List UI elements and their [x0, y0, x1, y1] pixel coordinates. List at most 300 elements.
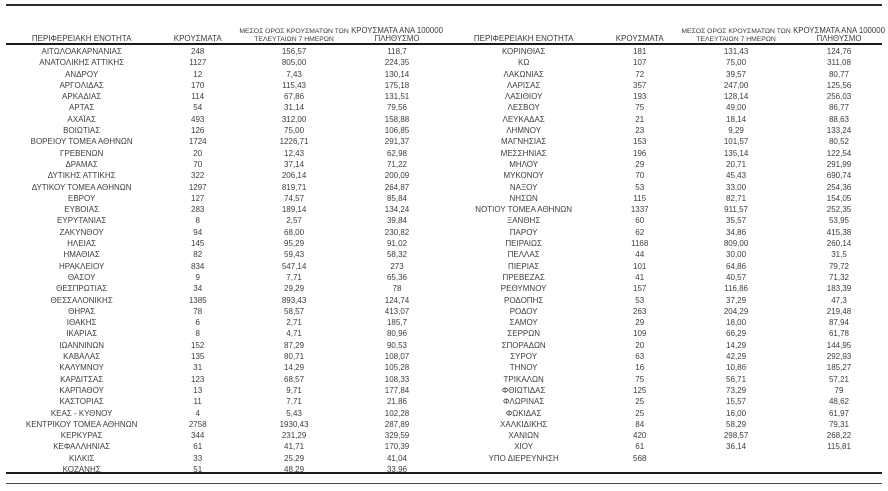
- cell-per-100k: 292,93: [826, 352, 852, 362]
- cell-7day-average: 116,86: [724, 284, 748, 294]
- table-row: [447, 159, 885, 170]
- table-row: [447, 261, 885, 272]
- cell-per-100k: 80,96: [386, 329, 408, 339]
- column-header-per-100k: ΚΡΟΥΣΜΑΤΑ ΑΝΑ 100000 ΠΛΗΘΥΣΜΟ: [351, 25, 443, 43]
- table-body-left: [5, 46, 443, 475]
- cell-cases: 33: [193, 453, 203, 463]
- cell-cases: 1297: [188, 182, 207, 192]
- cell-region: ΦΛΩΡΙΝΑΣ: [502, 397, 545, 407]
- cell-7day-average: 14,29: [726, 340, 747, 350]
- table-row: [5, 102, 443, 113]
- cell-cases: 153: [633, 137, 647, 147]
- table-row: [5, 136, 443, 147]
- table-row: [5, 238, 443, 249]
- cell-per-100k: 219,48: [826, 306, 852, 316]
- cell-cases: 61: [193, 442, 203, 452]
- column-header-7day-average: ΜΕΣΟΣ ΟΡΟΣ ΚΡΟΥΣΜΑΤΩΝ ΤΩΝ ΤΕΛΕΥΤΑΙΩΝ 7 ΗΜΕΡΩΝ: [239, 28, 349, 43]
- cell-region: ΑΝΑΤΟΛΙΚΗΣ ΑΤΤΙΚΗΣ: [39, 58, 125, 68]
- cell-7day-average: 189,14: [281, 205, 307, 215]
- cell-7day-average: 68,57: [284, 374, 305, 384]
- cell-per-100k: 90,53: [386, 340, 408, 350]
- cell-region: ΝΗΣΩΝ: [509, 193, 538, 203]
- cell-7day-average: 9,29: [728, 126, 744, 136]
- cell-cases: 51: [193, 464, 203, 474]
- cell-per-100k: 58,32: [386, 250, 408, 260]
- table-row: [5, 272, 443, 283]
- cell-per-100k: 41,04: [386, 453, 408, 463]
- cell-per-100k: 88,63: [828, 114, 850, 124]
- cell-cases: 135: [191, 352, 205, 362]
- cell-cases: 1168: [631, 239, 649, 249]
- table-row: [5, 69, 443, 80]
- cell-region: ΠΡΕΒΕΖΑΣ: [502, 272, 545, 282]
- cell-region: ΚΟΖΑΝΗΣ: [62, 464, 101, 474]
- cell-7day-average: 25,29: [284, 453, 305, 463]
- cell-cases: 54: [193, 103, 203, 113]
- table-row: [5, 408, 443, 419]
- cell-per-100k: 183,39: [826, 284, 852, 294]
- cell-cases: 16: [635, 363, 645, 373]
- cell-cases: 114: [191, 92, 205, 102]
- cell-cases: 53: [635, 295, 645, 305]
- cell-region: ΑΧΑΪΑΣ: [67, 114, 96, 124]
- cell-7day-average: 18,00: [726, 318, 747, 328]
- cell-per-100k: 185,27: [826, 363, 852, 373]
- cell-7day-average: 7,71: [286, 272, 302, 282]
- table-row: [447, 80, 885, 91]
- cell-7day-average: 809,00: [723, 239, 749, 249]
- cell-cases: 4: [195, 408, 200, 418]
- cell-cases: 41: [635, 272, 645, 282]
- cell-per-100k: 53,95: [828, 216, 850, 226]
- cell-region: ΘΕΣΠΡΩΤΙΑΣ: [56, 284, 108, 294]
- table-row: [447, 283, 885, 294]
- table-row: [5, 441, 443, 452]
- cell-region: ΚΕΑΣ - ΚΥΘΝΟΥ: [50, 408, 113, 418]
- cell-region: ΛΕΣΒΟΥ: [507, 103, 540, 113]
- cell-7day-average: 101,57: [723, 137, 749, 147]
- cell-7day-average: 75,00: [284, 126, 305, 136]
- cell-cases: 145: [191, 239, 205, 249]
- table-row: [5, 430, 443, 441]
- cell-per-100k: 79: [834, 385, 844, 395]
- cell-per-100k: 86,77: [828, 103, 850, 113]
- cell-region: ΚΕΡΚΥΡΑΣ: [60, 431, 103, 441]
- cell-cases: 127: [191, 193, 205, 203]
- cell-cases: 61: [635, 442, 645, 452]
- cell-7day-average: 42,29: [726, 352, 747, 362]
- table-row: [447, 193, 885, 204]
- cell-region: ΣΑΜΟΥ: [509, 318, 538, 328]
- cell-7day-average: 80,71: [284, 352, 305, 362]
- table-row: [5, 464, 443, 475]
- table-row: [447, 351, 885, 362]
- cell-per-100k: 57,21: [828, 374, 850, 384]
- cell-7day-average: 40,57: [726, 272, 747, 282]
- cell-region: ΚΕΦΑΛΛΗΝΙΑΣ: [53, 442, 111, 452]
- cell-region: ΘΕΣΣΑΛΟΝΙΚΗΣ: [50, 295, 113, 305]
- table-row: [5, 148, 443, 159]
- cell-region: ΕΒΡΟΥ: [67, 193, 96, 203]
- cell-per-100k: 291,37: [384, 137, 410, 147]
- cell-7day-average: 911,57: [724, 205, 748, 215]
- cell-7day-average: 29,29: [284, 284, 305, 294]
- cell-per-100k: 134,24: [384, 205, 410, 215]
- cell-per-100k: 106,85: [384, 126, 410, 136]
- table-row: [5, 46, 443, 57]
- cell-cases: 62: [635, 227, 645, 237]
- table-row: [5, 295, 443, 306]
- cell-cases: 31: [193, 363, 203, 373]
- table-row: [447, 362, 885, 373]
- cell-region: ΑΝΔΡΟΥ: [65, 69, 99, 79]
- cell-7day-average: 95,29: [284, 239, 305, 249]
- cell-per-100k: 47,3: [831, 295, 847, 305]
- cell-cases: 196: [633, 148, 647, 158]
- cell-per-100k: 291,99: [826, 159, 852, 169]
- table-row: [5, 340, 443, 351]
- table-row: [447, 385, 885, 396]
- cell-7day-average: 156,57: [281, 47, 307, 56]
- cell-cases: 170: [191, 80, 205, 90]
- table-row: [5, 125, 443, 136]
- table-row: [5, 419, 443, 430]
- table-row: [5, 215, 443, 226]
- cell-cases: 25: [635, 397, 645, 407]
- table-row: [5, 328, 443, 339]
- table-row: [447, 408, 885, 419]
- cell-region: ΚΙΛΚΙΣ: [68, 453, 95, 463]
- cell-per-100k: 78: [392, 284, 402, 294]
- cell-7day-average: 206,14: [281, 171, 307, 181]
- table-row: [5, 182, 443, 193]
- cell-per-100k: 65,36: [386, 272, 408, 282]
- column-header-region: ΠΕΡΙΦΕΡΕΙΑΚΗ ΕΝΟΤΗΤΑ: [31, 33, 132, 43]
- cell-7day-average: 20,71: [726, 159, 747, 169]
- table-row: [447, 102, 885, 113]
- cell-region: ΗΡΑΚΛΕΙΟΥ: [58, 261, 105, 271]
- cell-per-100k: 256,03: [826, 92, 852, 102]
- table-row: [5, 159, 443, 170]
- cell-cases: 101: [633, 261, 647, 271]
- cell-region: ΧΙΟΥ: [514, 442, 534, 452]
- cell-7day-average: 247,00: [723, 80, 749, 90]
- cell-per-100k: 102,28: [384, 408, 410, 418]
- cell-region: ΚΑΡΔΙΤΣΑΣ: [60, 374, 104, 384]
- cell-per-100k: 80,52: [828, 137, 850, 147]
- cell-per-100k: 124,74: [384, 295, 410, 305]
- cell-region: ΧΑΝΙΩΝ: [508, 431, 539, 441]
- column-header-region: ΠΕΡΙΦΕΡΕΙΑΚΗ ΕΝΟΤΗΤΑ: [473, 33, 574, 43]
- cell-per-100k: 61,78: [828, 329, 850, 339]
- cell-per-100k: 21,86: [386, 397, 408, 407]
- cell-cases: 6: [195, 318, 200, 328]
- cell-per-100k: 415,38: [826, 227, 852, 237]
- cell-region: ΙΚΑΡΙΑΣ: [66, 329, 98, 339]
- table-row: [447, 114, 885, 125]
- cell-per-100k: 85,84: [386, 193, 408, 203]
- table-row: [447, 374, 885, 385]
- regional-cases-table: [447, 5, 885, 464]
- cell-region: ΕΥΡΥΤΑΝΙΑΣ: [57, 216, 107, 226]
- cell-7day-average: 35,57: [726, 216, 747, 226]
- cell-7day-average: 231,29: [281, 431, 307, 441]
- cell-7day-average: 82,71: [726, 193, 747, 203]
- cell-7day-average: 204,29: [723, 306, 749, 316]
- cell-per-100k: 413,07: [384, 306, 410, 316]
- cell-per-100k: 108,33: [384, 374, 410, 384]
- cell-7day-average: 12,43: [284, 148, 305, 158]
- cell-cases: 157: [633, 284, 647, 294]
- cell-7day-average: 14,29: [284, 363, 305, 373]
- cell-region: ΠΕΙΡΑΙΩΣ: [505, 239, 542, 249]
- cell-cases: 1385: [188, 295, 207, 305]
- cell-7day-average: 45,43: [726, 171, 747, 181]
- cell-7day-average: 819,71: [281, 182, 307, 192]
- cell-cases: 12: [193, 69, 203, 79]
- table-row: [447, 125, 885, 136]
- cell-per-100k: 185,7: [386, 318, 408, 328]
- cell-region: ΚΩ: [517, 58, 530, 68]
- cell-cases: 84: [635, 419, 645, 429]
- table-header-row: [5, 5, 443, 46]
- regional-cases-table: [5, 5, 443, 475]
- cell-per-100k: 124,76: [826, 47, 852, 56]
- cell-region: ΚΑΒΑΛΑΣ: [63, 352, 101, 362]
- table-row: [5, 114, 443, 125]
- cell-region: ΚΑΡΠΑΘΟΥ: [59, 385, 104, 395]
- cell-region: ΣΥΡΟΥ: [510, 352, 538, 362]
- cell-region: ΛΑΚΩΝΙΑΣ: [503, 69, 544, 79]
- cell-7day-average: 5,43: [286, 408, 302, 418]
- cell-cases: 53: [635, 182, 645, 192]
- cell-region: ΝΟΤΙΟΥ ΤΟΜΕΑ ΑΘΗΝΩΝ: [475, 205, 572, 215]
- cell-cases: 8: [195, 329, 200, 339]
- cell-per-100k: 108,07: [384, 352, 410, 362]
- cell-per-100k: 264,87: [384, 182, 410, 192]
- cell-region: ΜΗΛΟΥ: [509, 159, 539, 169]
- cell-cases: 75: [635, 103, 645, 113]
- cell-7day-average: 56,71: [726, 374, 747, 384]
- cell-per-100k: 31,5: [831, 250, 847, 260]
- table-row: [5, 283, 443, 294]
- cell-region: ΑΡΤΑΣ: [69, 103, 95, 113]
- cell-cases: 248: [191, 47, 205, 56]
- cell-cases: 29: [635, 159, 645, 169]
- cell-cases: 23: [635, 126, 645, 136]
- cell-region: ΣΕΡΡΩΝ: [507, 329, 540, 339]
- cell-per-100k: 48,62: [828, 397, 850, 407]
- cell-7day-average: 31,14: [284, 103, 305, 113]
- cell-per-100k: 154,05: [826, 193, 852, 203]
- cell-per-100k: 230,82: [384, 227, 410, 237]
- cell-region: ΗΛΕΙΑΣ: [67, 239, 97, 249]
- cell-7day-average: 58,57: [284, 306, 305, 316]
- table-row: [447, 182, 885, 193]
- cell-cases: 181: [633, 47, 647, 56]
- cell-7day-average: 15,57: [726, 397, 747, 407]
- table-row: [447, 272, 885, 283]
- cell-per-100k: 175,18: [384, 80, 410, 90]
- cell-region: ΖΑΚΥΝΘΟΥ: [59, 227, 104, 237]
- cell-7day-average: 1226,71: [279, 137, 309, 147]
- cell-region: ΘΑΣΟΥ: [67, 272, 96, 282]
- cell-cases: 493: [191, 114, 205, 124]
- cell-per-100k: 61,97: [828, 408, 850, 418]
- cell-per-100k: 122,54: [826, 148, 852, 158]
- cell-per-100k: 260,14: [826, 239, 852, 249]
- table-row: [447, 249, 885, 260]
- table-row: [447, 453, 885, 464]
- cell-7day-average: 4,71: [286, 329, 302, 339]
- table-row: [447, 306, 885, 317]
- cell-cases: 34: [193, 284, 203, 294]
- column-header-7day-average: ΜΕΣΟΣ ΟΡΟΣ ΚΡΟΥΣΜΑΤΩΝ ΤΩΝ ΤΕΛΕΥΤΑΙΩΝ 7 ΗΜΕΡΩΝ: [681, 28, 791, 43]
- table-row: [447, 204, 885, 215]
- cell-region: ΦΘΙΩΤΙΔΑΣ: [501, 385, 546, 395]
- cell-cases: 123: [191, 374, 205, 384]
- cell-7day-average: 7,71: [286, 397, 302, 407]
- cell-cases: 2758: [188, 419, 207, 429]
- cell-region: ΑΡΓΟΛΙΔΑΣ: [59, 80, 104, 90]
- cell-per-100k: 105,28: [384, 363, 410, 373]
- cell-7day-average: 37,14: [284, 159, 305, 169]
- cell-cases: 283: [191, 205, 205, 215]
- table-row: [5, 57, 443, 68]
- cell-region: ΔΥΤΙΚΟΥ ΤΟΜΕΑ ΑΘΗΝΩΝ: [31, 182, 132, 192]
- cell-7day-average: 7,43: [286, 69, 302, 79]
- cell-7day-average: 33,00: [726, 182, 747, 192]
- table-row: [447, 441, 885, 452]
- cell-per-100k: 144,95: [826, 340, 852, 350]
- cell-cases: 1724: [188, 137, 207, 147]
- cell-region: ΚΟΡΙΝΘΙΑΣ: [501, 47, 546, 56]
- cell-cases: 115: [633, 193, 647, 203]
- table-row: [447, 328, 885, 339]
- cell-per-100k: 71,22: [386, 159, 408, 169]
- table-body-right: [447, 46, 885, 464]
- cell-cases: 834: [191, 261, 205, 271]
- cell-7day-average: [679, 453, 793, 464]
- cell-7day-average: 37,29: [726, 295, 747, 305]
- cell-cases: 25: [635, 408, 645, 418]
- cell-cases: 78: [193, 306, 203, 316]
- cell-region: ΥΠΟ ΔΙΕΡΕΥΝΗΣΗ: [488, 453, 559, 463]
- cell-region: ΛΗΜΝΟΥ: [506, 126, 542, 136]
- cell-per-100k: 130,14: [384, 69, 410, 79]
- cell-cases: 263: [633, 306, 647, 316]
- cell-per-100k: 131,51: [384, 92, 410, 102]
- table-row: [447, 148, 885, 159]
- cell-region: ΦΩΚΙΔΑΣ: [505, 408, 542, 418]
- cell-region: ΤΡΙΚΑΛΩΝ: [503, 374, 544, 384]
- cell-7day-average: 73,29: [726, 385, 747, 395]
- cell-7day-average: 115,43: [282, 80, 306, 90]
- cell-cases: 70: [193, 159, 203, 169]
- table-row: [5, 80, 443, 91]
- bottom-rule-secondary: [6, 483, 882, 484]
- cell-per-100k: 311,08: [827, 58, 851, 68]
- cell-region: ΔΡΑΜΑΣ: [65, 159, 98, 169]
- cell-7day-average: 30,00: [726, 250, 747, 260]
- table-row: [5, 249, 443, 260]
- cell-7day-average: 18,14: [726, 114, 747, 124]
- cell-per-100k: 118,7: [387, 47, 407, 56]
- cell-region: ΚΑΣΤΟΡΙΑΣ: [59, 397, 104, 407]
- cell-7day-average: 2,71: [286, 318, 302, 328]
- cell-cases: 29: [635, 318, 645, 328]
- cell-7day-average: 128,14: [723, 92, 749, 102]
- table-row: [5, 374, 443, 385]
- cell-region: ΣΠΟΡΑΔΩΝ: [501, 340, 546, 350]
- cell-region: ΓΡΕΒΕΝΩΝ: [60, 148, 104, 158]
- table-row: [447, 46, 885, 57]
- cell-cases: 9: [195, 272, 200, 282]
- cell-region: ΑΙΤΩΛΟΑΚΑΡΝΑΝΙΑΣ: [41, 47, 122, 56]
- cell-per-100k: 268,22: [826, 431, 852, 441]
- table-row: [5, 227, 443, 238]
- cell-cases: 63: [635, 352, 645, 362]
- cases-table-left: [5, 5, 443, 475]
- cell-7day-average: 64,86: [726, 261, 747, 271]
- cell-per-100k: 254,36: [826, 182, 852, 192]
- column-header-cases: ΚΡΟΥΣΜΑΤΑ: [173, 33, 222, 43]
- table-header-row: [447, 5, 885, 46]
- cell-per-100k: 39,84: [386, 216, 408, 226]
- cell-per-100k: 200,09: [384, 171, 410, 181]
- cell-per-100k: 133,24: [826, 126, 852, 136]
- cell-7day-average: 34,86: [726, 227, 747, 237]
- cell-per-100k: 91,02: [386, 239, 408, 249]
- cases-table-right: [447, 5, 885, 464]
- column-header-cases: ΚΡΟΥΣΜΑΤΑ: [615, 33, 664, 43]
- cell-per-100k: 273: [390, 261, 404, 271]
- cell-7day-average: 1930,43: [279, 419, 309, 429]
- cell-cases: 344: [191, 431, 205, 441]
- cell-7day-average: 41,71: [284, 442, 305, 452]
- table-row: [447, 238, 885, 249]
- cell-7day-average: 312,00: [281, 114, 307, 124]
- cell-region: ΗΜΑΘΙΑΣ: [63, 250, 100, 260]
- cell-per-100k: 170,39: [384, 442, 410, 452]
- cell-per-100k: 62,98: [386, 148, 408, 158]
- cell-region: ΠΙΕΡΙΑΣ: [508, 261, 540, 271]
- cell-per-100k: 33,96: [386, 464, 408, 474]
- cell-7day-average: 36,14: [726, 442, 747, 452]
- table-row: [5, 261, 443, 272]
- cell-region: ΜΥΚΟΝΟΥ: [503, 171, 544, 181]
- cell-per-100k: 177,84: [384, 385, 410, 395]
- cell-cases: 193: [633, 92, 647, 102]
- cell-region: ΕΥΒΟΙΑΣ: [64, 205, 100, 215]
- table-row: [5, 396, 443, 407]
- cell-cases: 11: [193, 397, 202, 407]
- cell-region: ΚΕΝΤΡΙΚΟΥ ΤΟΜΕΑ ΑΘΗΝΩΝ: [25, 419, 138, 429]
- cell-cases: 44: [635, 250, 645, 260]
- cell-7day-average: 67,86: [284, 92, 305, 102]
- table-row: [5, 193, 443, 204]
- cell-7day-average: 893,43: [281, 295, 307, 305]
- cell-per-100k: 79,72: [828, 261, 850, 271]
- cell-region: ΛΑΡΙΣΑΣ: [506, 80, 541, 90]
- table-row: [447, 419, 885, 430]
- cell-per-100k: 158,88: [384, 114, 410, 124]
- cell-cases: 20: [193, 148, 203, 158]
- cell-cases: 75: [635, 374, 645, 384]
- cell-7day-average: 75,00: [726, 58, 747, 68]
- cell-region: ΜΑΓΝΗΣΙΑΣ: [500, 137, 547, 147]
- cell-region: ΙΘΑΚΗΣ: [66, 318, 97, 328]
